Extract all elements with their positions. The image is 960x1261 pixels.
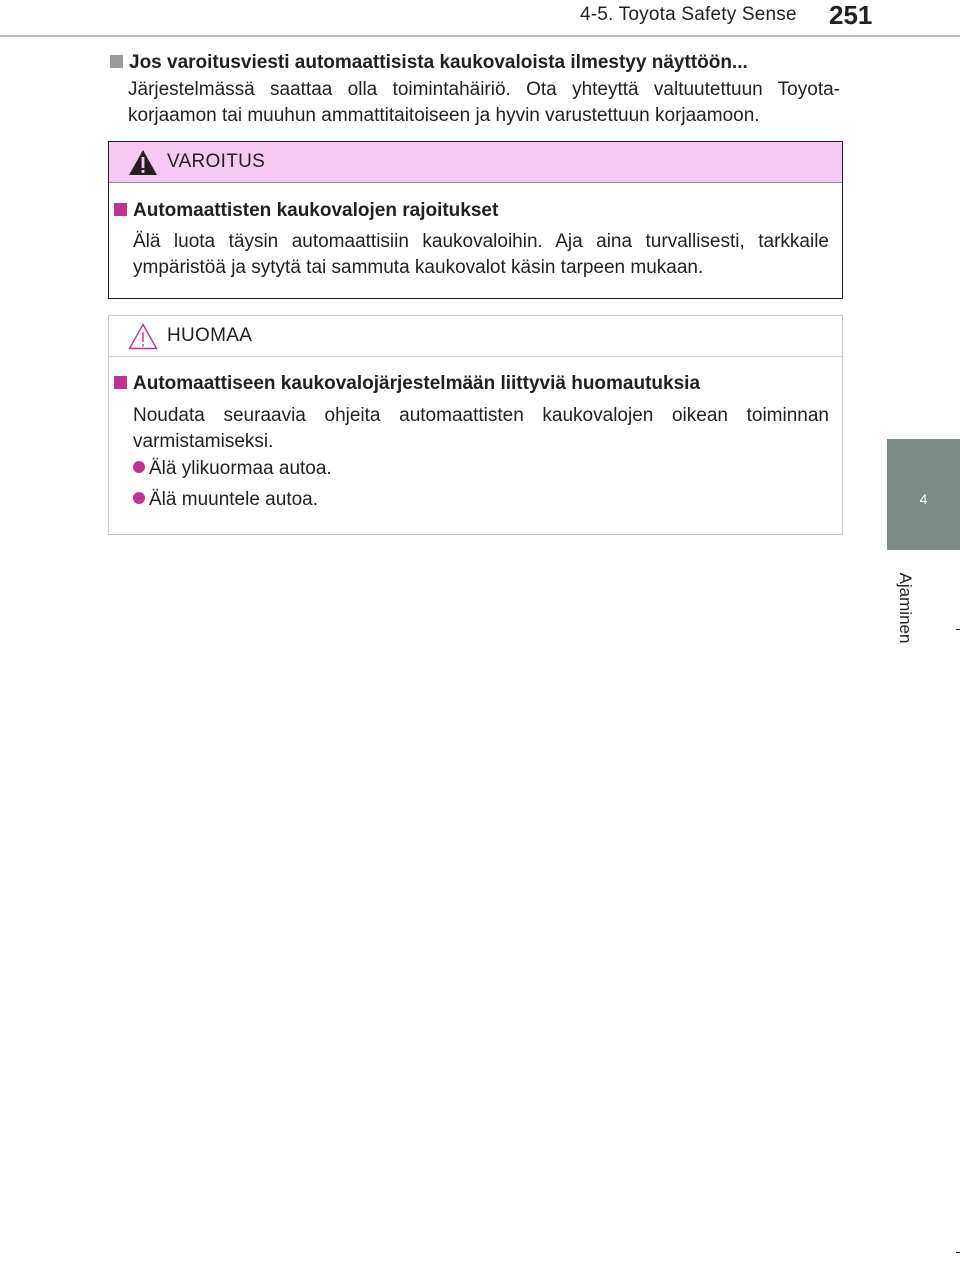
intro-body: Järjestelmässä saattaa olla toimintahäiriö. Ota yhteyttä valtuutettuun Toyota-korjaamon tai muuhun ammattitaitoiseen ja hyvin varustettuun korjaamoon. bbox=[128, 79, 840, 126]
notice-header bbox=[109, 316, 842, 357]
chapter-tab bbox=[887, 439, 960, 550]
page-number: 251 bbox=[829, 0, 873, 30]
warning-triangle-icon bbox=[128, 149, 158, 176]
notice-body: Noudata seuraavia ohjeita automaattisten kaukovalojen oikean toiminnan varmistamiseksi. bbox=[133, 405, 829, 452]
edge-tick bbox=[956, 1252, 960, 1253]
notice-label: HUOMAA bbox=[167, 325, 253, 346]
square-bullet-icon bbox=[114, 203, 127, 216]
warning-heading-text: Automaattisten kaukovalojen rajoitukset bbox=[133, 200, 499, 221]
square-bullet-icon bbox=[110, 55, 123, 68]
square-bullet-icon bbox=[114, 376, 127, 389]
intro-heading bbox=[110, 52, 748, 74]
caution-triangle-icon bbox=[128, 323, 158, 350]
chapter-number: 4 bbox=[919, 491, 928, 507]
section-title: 4-5. Toyota Safety Sense bbox=[580, 4, 797, 25]
list-item bbox=[133, 489, 318, 511]
warning-heading bbox=[114, 200, 498, 222]
list-item bbox=[133, 458, 332, 480]
bullet-dot-icon bbox=[133, 461, 145, 473]
intro-heading-text: Jos varoitusviesti automaattisista kaukovaloista ilmestyy näyttöön... bbox=[129, 52, 748, 73]
list-item-text: Älä muuntele autoa. bbox=[149, 489, 319, 510]
warning-box bbox=[108, 141, 843, 299]
notice-heading-text: Automaattiseen kaukovalojärjestelmään liittyviä huomautuksia bbox=[133, 373, 701, 394]
warning-label: VAROITUS bbox=[167, 151, 266, 172]
notice-heading bbox=[114, 373, 700, 395]
bullet-dot-icon bbox=[133, 492, 145, 504]
edge-tick bbox=[956, 629, 960, 630]
warning-body: Älä luota täysin automaattisiin kaukovaloihin. Aja aina turvallisesti, tarkkaile ympäristöä ja sytytä tai sammuta kaukovalot käsin tarpeen mukaan. bbox=[133, 231, 829, 278]
warning-header bbox=[109, 142, 842, 183]
list-item-text: Älä ylikuormaa autoa. bbox=[149, 458, 332, 479]
header-divider bbox=[0, 35, 960, 37]
notice-box bbox=[108, 315, 843, 535]
chapter-name: Ajaminen bbox=[896, 572, 915, 644]
